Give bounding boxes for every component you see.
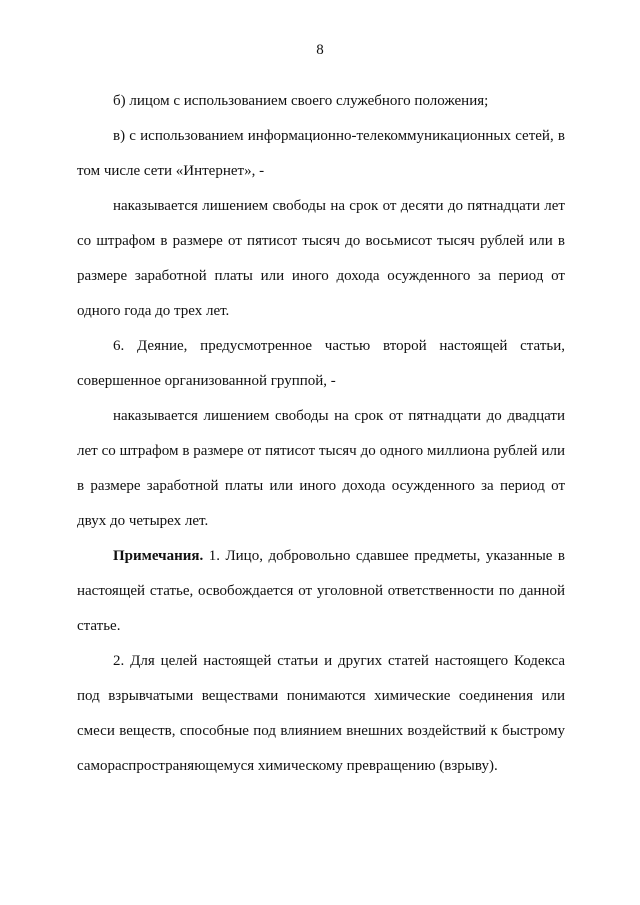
document-body	[77, 84, 565, 784]
paragraph-notes-2: 2. Для целей настоящей статьи и других статей настоящего Кодекса под взрывчатыми веществами понимаются химические соединения или смеси веществ, способные под влиянием внешних воздействий к быстрому самораспространяющемуся химическому превращению (взрыву).	[77, 653, 565, 774]
paragraph-clause-b: б) лицом с использованием своего служебного положения;	[113, 93, 489, 109]
paragraph-notes-1	[77, 539, 565, 644]
paragraph-penalty-2: наказывается лишением свободы на срок от пятнадцати до двадцати лет со штрафом в размере от пятисот тысяч до одного миллиона рублей или в размере заработной платы или иного дохода осужденного за период от двух до четырех лет.	[77, 408, 565, 529]
notes-heading: Примечания.	[113, 548, 204, 564]
note-1-text: 1. Лицо, добровольно сдавшее предметы, указанные в настоящей статье, освобождается от уголовной ответственности по данной статье.	[77, 548, 565, 634]
paragraph-clause-v: в) с использованием информационно-телекоммуникационных сетей, в том числе сети «Интернет», -	[77, 128, 565, 179]
page-number: 8	[316, 42, 324, 58]
paragraph-penalty-1: наказывается лишением свободы на срок от десяти до пятнадцати лет со штрафом в размере от пятисот тысяч до восьмисот тысяч рублей или в размере заработной платы или иного дохода осужденного за период от одного года до трех лет.	[77, 198, 565, 319]
paragraph-part-6: 6. Деяние, предусмотренное частью второй настоящей статьи, совершенное организованной группой, -	[77, 338, 565, 389]
